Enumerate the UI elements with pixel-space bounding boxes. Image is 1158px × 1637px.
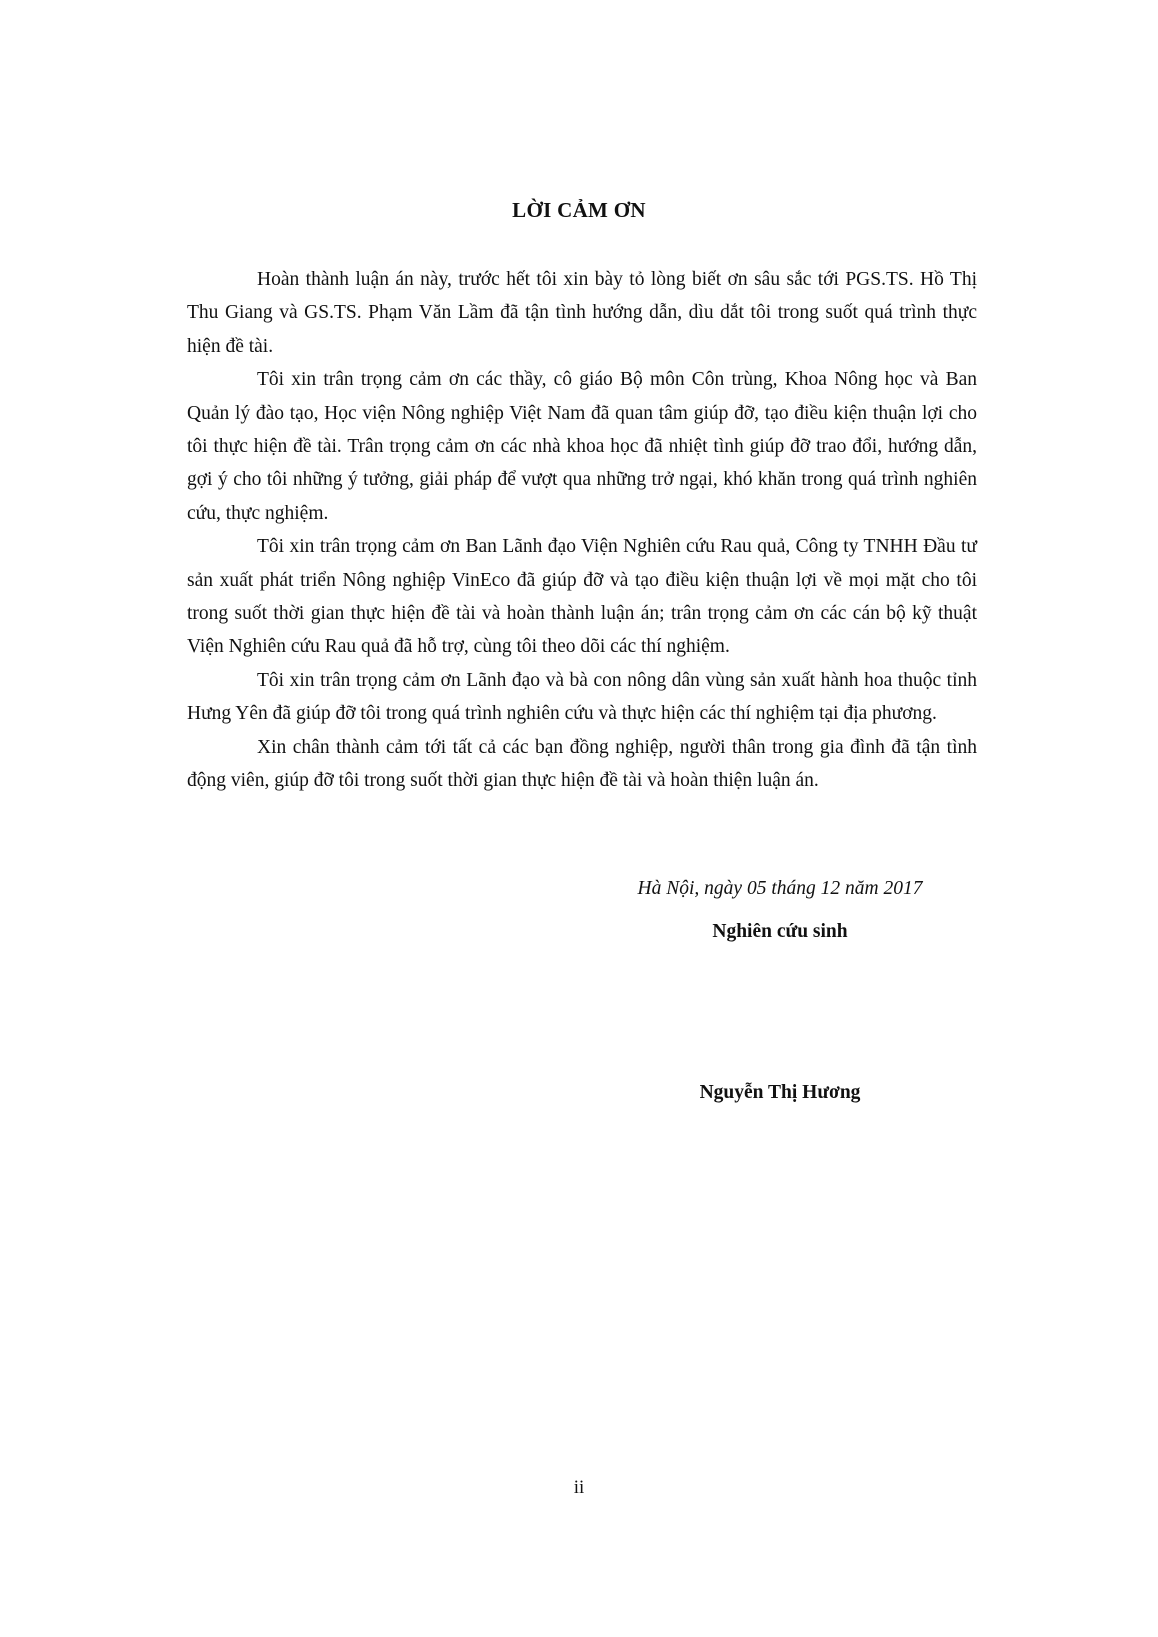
paragraph-3: Tôi xin trân trọng cảm ơn Ban Lãnh đạo Viện Nghiên cứu Rau quả, Công ty TNHH Đầu tư sản xuất phát triển Nông nghiệp VinEco đã giúp đỡ và tạo điều kiện thuận lợi về mọi mặt cho tôi trong suốt thời gian thực hiện đề tài và hoàn thành luận án; trân trọng cảm ơn các cán bộ kỹ thuật Viện Nghiên cứu Rau quả đã hỗ trợ, cùng tôi theo dõi các thí nghiệm. bbox=[187, 536, 977, 658]
signature-role: Nghiên cứu sinh bbox=[712, 921, 848, 942]
signature-date: Hà Nội, ngày 05 tháng 12 năm 2017 bbox=[637, 878, 923, 899]
signature-name: Nguyễn Thị Hương bbox=[699, 1082, 861, 1103]
paragraph-5: Xin chân thành cảm tới tất cả các bạn đồng nghiệp, người thân trong gia đình đã tận tình động viên, giúp đỡ tôi trong suốt thời gian thực hiện đề tài và hoàn thiện luận án. bbox=[187, 736, 977, 792]
acknowledgement-body bbox=[187, 263, 977, 798]
paragraph-1: Hoàn thành luận án này, trước hết tôi xin bày tỏ lòng biết ơn sâu sắc tới PGS.TS. Hồ Thị Thu Giang và GS.TS. Phạm Văn Lầm đã tận tình hướng dẫn, dìu dắt tôi trong suốt quá trình thực hiện đề tài. bbox=[187, 269, 977, 357]
page-title: LỜI CẢM ƠN bbox=[512, 198, 646, 222]
paragraph-2: Tôi xin trân trọng cảm ơn các thầy, cô giáo Bộ môn Côn trùng, Khoa Nông học và Ban Quản lý đào tạo, Học viện Nông nghiệp Việt Nam đã quan tâm giúp đỡ, tạo điều kiện thuận lợi cho tôi thực hiện đề tài. Trân trọng cảm ơn các nhà khoa học đã nhiệt tình giúp đỡ trao đổi, hướng dẫn, gợi ý cho tôi những ý tưởng, giải pháp để vượt qua những trở ngại, khó khăn trong quá trình nghiên cứu, thực nghiệm. bbox=[187, 369, 977, 524]
page-number: ii bbox=[573, 1477, 585, 1498]
paragraph-4: Tôi xin trân trọng cảm ơn Lãnh đạo và bà con nông dân vùng sản xuất hành hoa thuộc tỉnh Hưng Yên đã giúp đỡ tôi trong quá trình nghiên cứu và thực hiện các thí nghiệm tại địa phương. bbox=[187, 669, 977, 725]
